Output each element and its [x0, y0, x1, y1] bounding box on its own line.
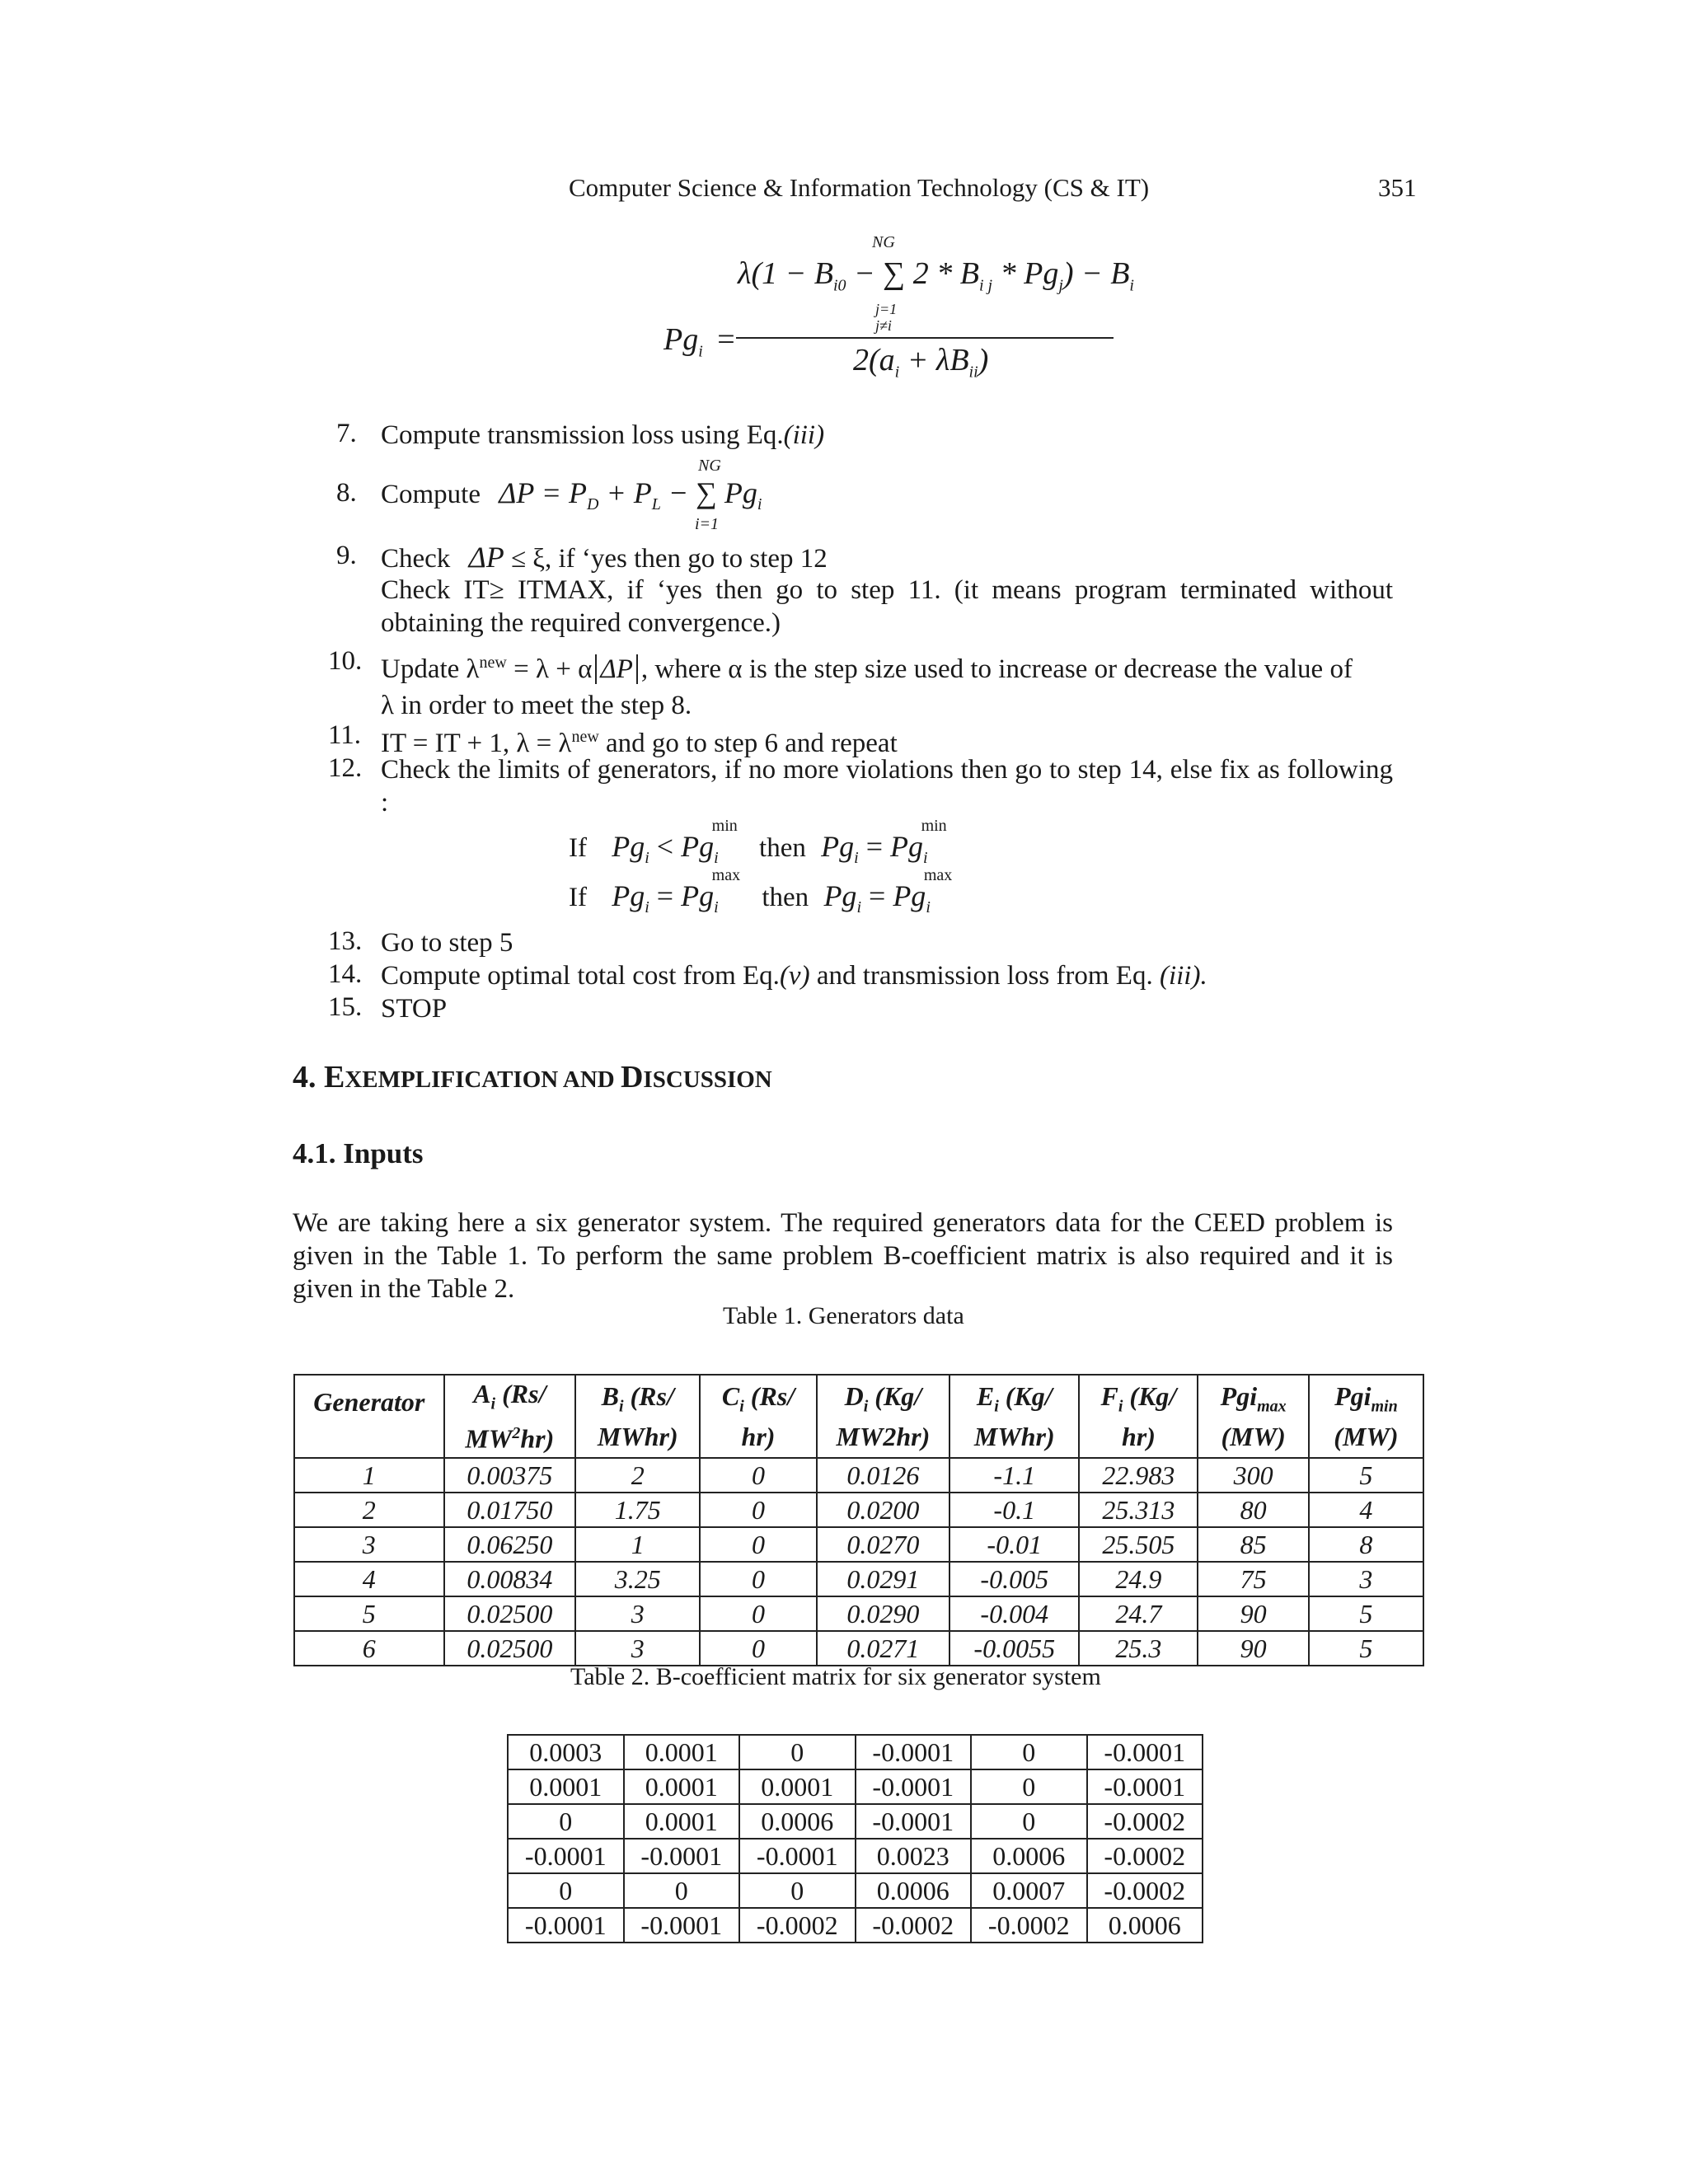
pg-f-sub: i	[714, 898, 719, 917]
step-12-number: 12.	[328, 753, 363, 783]
num-part4: ) − B	[1062, 256, 1130, 291]
pg-d-sub: i	[923, 849, 928, 868]
running-header: Computer Science & Information Technology (CS & IT)	[569, 173, 1150, 202]
limit-min-rhs	[821, 817, 947, 868]
matrix-cell: 0	[971, 1804, 1087, 1839]
lhs-equals: =	[717, 322, 735, 357]
header-unit-open: (Kg/	[868, 1381, 922, 1412]
header-unit-open: (Kg/	[1123, 1381, 1177, 1412]
table-cell: 0.00834	[444, 1562, 575, 1596]
step-14-mid: and transmission loss from Eq.	[809, 961, 1160, 991]
step-14-eq-iii: (iii).	[1159, 961, 1207, 991]
table-cell: 4	[294, 1562, 444, 1596]
step-8-body: Compute	[381, 480, 481, 509]
table-cell: 0.06250	[444, 1527, 575, 1562]
matrix-cell: -0.0001	[624, 1839, 740, 1873]
equation-numerator	[738, 255, 1134, 296]
den-part1: 2(a	[853, 343, 895, 377]
table-cell: 24.9	[1079, 1562, 1198, 1596]
header-line-1	[819, 1381, 948, 1421]
table-cell: 2	[294, 1493, 444, 1527]
step-8-sum-lower: i=1	[695, 515, 720, 533]
header-line-2	[1311, 1422, 1421, 1451]
num-part1: λ(1 − B	[738, 256, 833, 291]
pg-h: Pg	[893, 879, 926, 912]
table-cell: -0.1	[950, 1493, 1079, 1527]
matrix-cell: -0.0002	[1087, 1873, 1203, 1908]
den-part3: )	[978, 343, 989, 377]
pg-g: Pg	[823, 879, 857, 912]
section-4-1-heading: 4.1. Inputs	[293, 1137, 424, 1169]
matrix-cell: 0	[971, 1735, 1087, 1769]
table-cell: 8	[1309, 1527, 1423, 1562]
table-cell: 0.0270	[817, 1527, 950, 1562]
step-11-number: 11.	[328, 720, 362, 750]
table-2-caption: Table 2. B-coefficient matrix for six generator system	[570, 1663, 1101, 1690]
table-1-header-cell	[294, 1375, 444, 1458]
step-10-number: 10.	[328, 646, 363, 676]
table-cell: 1	[575, 1527, 700, 1562]
section-4-cap2: D	[620, 1060, 644, 1094]
step-9-line1	[381, 541, 828, 575]
header-unit: (MW)	[1221, 1421, 1286, 1451]
table-cell: 0.00375	[444, 1458, 575, 1493]
header-unit-close: hr)	[520, 1424, 555, 1455]
step-11-body: IT = IT + 1, λ = λ	[381, 729, 572, 758]
table-cell: 0	[700, 1458, 816, 1493]
fraction-bar	[736, 337, 1114, 339]
den-sub2: ii	[968, 363, 978, 382]
table-cell: 0.0291	[817, 1562, 950, 1596]
table-row	[294, 1562, 1423, 1596]
header-label: A	[473, 1379, 491, 1408]
header-line-1	[1311, 1381, 1421, 1421]
table-cell: 2	[575, 1458, 700, 1493]
table-1-header-cell	[950, 1375, 1079, 1458]
matrix-cell: -0.0001	[739, 1839, 856, 1873]
header-subscript: i	[994, 1397, 999, 1416]
matrix-cell: 0	[971, 1769, 1087, 1804]
step-10-sup: new	[479, 654, 507, 672]
table-row	[508, 1735, 1203, 1769]
table-cell: 5	[1309, 1631, 1423, 1666]
f8-sub3: i	[757, 495, 762, 514]
matrix-cell: -0.0001	[508, 1908, 624, 1943]
header-label: Generator	[313, 1386, 425, 1417]
section-4-small1: XEMPLIFICATION AND	[345, 1066, 621, 1093]
lhs-symbol: Pg	[663, 322, 699, 357]
eq-sign-1: =	[865, 830, 883, 863]
table-1-header-cell	[1198, 1375, 1308, 1458]
table-cell: 6	[294, 1631, 444, 1666]
f8-c: − ∑ Pg	[660, 476, 757, 509]
section-4-cap1: E	[324, 1060, 345, 1094]
table-cell: 0	[700, 1562, 816, 1596]
step-15-number: 15.	[328, 992, 363, 1022]
matrix-cell: 0	[508, 1873, 624, 1908]
step-7-eq-ref: (iii)	[783, 420, 825, 450]
limit-max-then: then	[762, 883, 809, 912]
pg-b-sup: min	[711, 817, 738, 835]
table-cell: 85	[1198, 1527, 1308, 1562]
pg-b: Pg	[681, 830, 715, 863]
matrix-cell: -0.0001	[1087, 1769, 1203, 1804]
table-1-header-cell	[444, 1375, 575, 1458]
table-1-caption: Table 1. Generators data	[723, 1302, 964, 1329]
b-coefficient-matrix-table	[507, 1734, 1203, 1943]
step-11-rest: and go to step 6 and repeat	[598, 729, 898, 758]
step-10-update: Update λ	[381, 654, 480, 684]
table-row	[294, 1493, 1423, 1527]
step-10-abs: ΔP	[595, 654, 638, 684]
table-row	[294, 1596, 1423, 1631]
f8-sub1: D	[587, 495, 599, 514]
table-1-header-cell	[1079, 1375, 1198, 1458]
header-line-1	[297, 1387, 442, 1417]
table-cell: 5	[1309, 1458, 1423, 1493]
matrix-cell: 0	[739, 1873, 856, 1908]
header-subscript: i	[1118, 1397, 1123, 1416]
table-row	[508, 1804, 1203, 1839]
section-4-number: 4.	[293, 1060, 316, 1094]
matrix-cell: 0.0001	[624, 1804, 740, 1839]
matrix-cell: 0.0006	[1087, 1908, 1203, 1943]
pg-f: Pg	[681, 879, 715, 912]
table-1-header-cell	[700, 1375, 816, 1458]
header-subscript: max	[1257, 1397, 1287, 1416]
header-line-1	[578, 1381, 697, 1421]
table-cell: 1.75	[575, 1493, 700, 1527]
table-1-header-cell	[1309, 1375, 1423, 1458]
header-superscript: 2	[512, 1424, 521, 1443]
table-cell: 4	[1309, 1493, 1423, 1527]
table-cell: 3	[575, 1631, 700, 1666]
step-11-sup: new	[571, 728, 599, 746]
header-unit: MWhr)	[973, 1421, 1055, 1451]
table-row	[508, 1769, 1203, 1804]
table-cell: 0.0200	[817, 1493, 950, 1527]
header-line-2	[297, 1417, 442, 1446]
table-cell: 3	[1309, 1562, 1423, 1596]
table-cell: -0.01	[950, 1527, 1079, 1562]
matrix-cell: -0.0002	[856, 1908, 972, 1943]
limit-min-lhs	[612, 817, 738, 868]
step-9-delta-p: ΔP	[468, 541, 504, 574]
matrix-cell: -0.0002	[1087, 1804, 1203, 1839]
num-sub2: i j	[978, 276, 993, 295]
limit-rule-max	[569, 866, 953, 924]
matrix-cell: -0.0001	[856, 1735, 972, 1769]
limit-min-if: If	[569, 833, 587, 863]
table-cell: 0.0271	[817, 1631, 950, 1666]
table-cell: 90	[1198, 1631, 1308, 1666]
pg-e-sub: i	[645, 898, 649, 917]
header-label: D	[844, 1381, 864, 1412]
limit-min-then: then	[759, 833, 806, 863]
page-number: 351	[1378, 173, 1417, 202]
section-4-small2: ISCUSSION	[643, 1066, 772, 1093]
table-cell: -0.005	[950, 1562, 1079, 1596]
step-7-number: 7.	[336, 419, 357, 448]
pg-h-sub: i	[926, 898, 931, 917]
table-row	[294, 1631, 1423, 1666]
matrix-cell: -0.0001	[624, 1908, 740, 1943]
step-14-text	[381, 959, 1207, 992]
matrix-cell: -0.0002	[739, 1908, 856, 1943]
table-cell: 0.02500	[444, 1631, 575, 1666]
table-2-body	[508, 1735, 1203, 1943]
table-cell: 0	[700, 1527, 816, 1562]
header-line-1	[1081, 1381, 1195, 1421]
table-1-header-cell	[575, 1375, 700, 1458]
pg-a-sub: i	[645, 849, 649, 868]
step-9-check: Check	[381, 544, 451, 574]
limit-max-rhs	[823, 866, 953, 917]
num-sub3: j	[1058, 276, 1063, 295]
header-unit: MW2hr)	[836, 1421, 931, 1451]
step-12-text: Check the limits of generators, if no more violations then go to step 14, else fix as following :	[381, 755, 1393, 818]
table-cell: 80	[1198, 1493, 1308, 1527]
header-line-1	[447, 1379, 573, 1418]
table-1-body	[294, 1458, 1423, 1666]
eq-sign-3: =	[869, 879, 886, 912]
pg-c: Pg	[821, 830, 855, 863]
header-unit-open: (Rs/	[623, 1381, 674, 1412]
table-cell: 5	[1309, 1596, 1423, 1631]
table-row	[508, 1873, 1203, 1908]
pg-g-sub: i	[856, 898, 861, 917]
table-cell: 0	[700, 1596, 816, 1631]
matrix-cell: -0.0001	[856, 1769, 972, 1804]
limit-rule-min	[569, 817, 947, 874]
step-13-text: Go to step 5	[381, 928, 513, 958]
header-line-2	[1200, 1422, 1306, 1451]
pg-b-sub: i	[714, 849, 719, 868]
table-cell: 0	[700, 1631, 816, 1666]
header-unit: MWhr)	[597, 1421, 678, 1451]
header-unit-open: (Kg/	[998, 1381, 1053, 1412]
step-14-number: 14.	[328, 959, 363, 989]
header-line-2	[819, 1422, 948, 1451]
table-cell: 5	[294, 1596, 444, 1631]
intro-paragraph: We are taking here a six generator system. The required generators data for the CEED problem is given in the Table 1. To perform the same problem B-coefficient matrix is also required and it is given in the Table 2.	[293, 1208, 1393, 1304]
header-unit: (MW)	[1334, 1421, 1399, 1451]
pg-e: Pg	[612, 879, 645, 912]
matrix-cell: -0.0001	[1087, 1735, 1203, 1769]
table-cell: 3	[575, 1596, 700, 1631]
den-sub1: i	[894, 363, 900, 382]
sum-lower-limit-1: j=1	[875, 301, 898, 317]
table-cell: 75	[1198, 1562, 1308, 1596]
table-cell: 25.3	[1079, 1631, 1198, 1666]
table-1-header-cell	[817, 1375, 950, 1458]
table-cell: 0	[700, 1493, 816, 1527]
matrix-cell: 0	[508, 1804, 624, 1839]
table-cell: -0.0055	[950, 1631, 1079, 1666]
step-8-sum-upper: NG	[698, 457, 721, 475]
header-unit: hr)	[741, 1421, 776, 1451]
table-cell: 1	[294, 1458, 444, 1493]
num-part3: * Pg	[992, 256, 1059, 291]
header-unit-open: (Rs/	[743, 1381, 795, 1412]
lhs-sub: i	[698, 342, 703, 361]
header-label: E	[976, 1381, 995, 1412]
table-cell: -0.004	[950, 1596, 1079, 1631]
table-cell: 3.25	[575, 1562, 700, 1596]
matrix-cell: 0.0003	[508, 1735, 624, 1769]
pg-d-sup: min	[921, 817, 947, 835]
table-cell: 24.7	[1079, 1596, 1198, 1631]
generators-data-table	[293, 1374, 1424, 1666]
num-sub1: i0	[832, 276, 846, 295]
matrix-cell: 0.0001	[508, 1769, 624, 1804]
matrix-cell: -0.0001	[856, 1804, 972, 1839]
table-row	[294, 1527, 1423, 1562]
header-subscript: i	[863, 1397, 869, 1416]
header-subscript: i	[490, 1394, 496, 1413]
pg-h-sup: max	[923, 866, 953, 884]
header-line-2	[447, 1418, 573, 1454]
table-cell: 0.01750	[444, 1493, 575, 1527]
matrix-cell: 0.0023	[856, 1839, 972, 1873]
header-unit: hr)	[1121, 1421, 1156, 1451]
table-row	[508, 1839, 1203, 1873]
table-cell: 3	[294, 1527, 444, 1562]
den-part2: + λB	[899, 343, 969, 377]
equation-lhs	[663, 321, 735, 362]
step-15-text: STOP	[381, 994, 448, 1024]
matrix-cell: 0.0006	[971, 1839, 1087, 1873]
pg-c-sub: i	[854, 849, 859, 868]
sum-lower-limit-2: j≠i	[875, 317, 892, 334]
section-4-heading	[293, 1059, 772, 1095]
matrix-cell: 0.0007	[971, 1873, 1087, 1908]
equation-denominator	[853, 342, 988, 382]
header-line-1	[952, 1381, 1076, 1421]
eq-sign-2: =	[656, 879, 674, 912]
table-cell: 300	[1198, 1458, 1308, 1493]
header-label: C	[721, 1381, 740, 1412]
matrix-cell: 0	[624, 1873, 740, 1908]
header-subscript: min	[1371, 1397, 1398, 1416]
f8-a: ΔP = P	[499, 476, 588, 509]
step-13-number: 13.	[328, 926, 363, 956]
header-label: B	[601, 1381, 619, 1412]
f8-b: + P	[598, 476, 652, 509]
header-line-1	[702, 1381, 814, 1421]
header-unit-open: (Rs/	[495, 1379, 546, 1408]
header-label: Pgi	[1220, 1381, 1258, 1412]
header-line-2	[702, 1422, 814, 1451]
pg-f-sup: max	[711, 866, 741, 884]
limit-max-if: If	[569, 883, 587, 912]
pg-a: Pg	[612, 830, 645, 863]
header-line-2	[952, 1422, 1076, 1451]
header-label: F	[1100, 1381, 1118, 1412]
step-7-body: Compute transmission loss using Eq.	[381, 420, 784, 450]
table-cell: -1.1	[950, 1458, 1079, 1493]
matrix-cell: 0.0006	[739, 1804, 856, 1839]
step-9-number: 9.	[336, 541, 357, 570]
sum-upper-limit: NG	[872, 233, 895, 251]
equation-pg-i	[0, 227, 1688, 391]
pg-d: Pg	[890, 830, 923, 863]
header-line-1	[1200, 1381, 1306, 1421]
step-8-formula	[499, 476, 762, 514]
step-10-mid: = λ + α	[506, 654, 593, 684]
header-subscript: i	[618, 1397, 624, 1416]
step-10-rest: , where α is the step size used to increase or decrease the value of	[640, 654, 1353, 684]
step-10-line1	[381, 646, 1353, 686]
matrix-cell: -0.0002	[1087, 1839, 1203, 1873]
table-cell: 0.0290	[817, 1596, 950, 1631]
num-part2: − ∑ 2 * B	[846, 256, 979, 291]
matrix-cell: 0	[739, 1735, 856, 1769]
table-cell: 0.02500	[444, 1596, 575, 1631]
matrix-cell: 0.0006	[856, 1873, 972, 1908]
matrix-cell: -0.0001	[508, 1839, 624, 1873]
limit-max-lhs	[612, 866, 741, 917]
step-7-text	[381, 419, 824, 452]
table-cell: 90	[1198, 1596, 1308, 1631]
step-14-body: Compute optimal total cost from Eq.	[381, 961, 780, 991]
header-line-2	[578, 1422, 697, 1451]
table-cell: 25.313	[1079, 1493, 1198, 1527]
header-subscript: i	[739, 1397, 744, 1416]
matrix-cell: 0.0001	[624, 1769, 740, 1804]
header-line-2	[1081, 1422, 1195, 1451]
table-cell: 25.505	[1079, 1527, 1198, 1562]
header-label: Pgi	[1334, 1381, 1372, 1412]
table-1-header-row	[294, 1375, 1423, 1458]
table-row	[294, 1458, 1423, 1493]
lt-sign: <	[656, 830, 674, 863]
step-10-line2: λ in order to meet the step 8.	[381, 691, 692, 720]
table-row	[508, 1908, 1203, 1943]
matrix-cell: 0.0001	[624, 1735, 740, 1769]
step-9-rest: ≤ ξ, if ‘yes then go to step 12	[504, 544, 828, 574]
step-14-eq-v: (v)	[779, 961, 810, 991]
table-cell: 22.983	[1079, 1458, 1198, 1493]
table-cell: 0.0126	[817, 1458, 950, 1493]
step-9-line2: Check IT≥ ITMAX, if ‘yes then go to step 11. (it means program terminated without obtaining the required convergence.)	[381, 575, 1393, 638]
num-sub4: i	[1129, 276, 1134, 295]
step-8-number: 8.	[336, 478, 357, 508]
f8-sub2: L	[651, 495, 661, 514]
matrix-cell: 0.0001	[739, 1769, 856, 1804]
header-unit: MW	[465, 1424, 513, 1455]
matrix-cell: -0.0002	[971, 1908, 1087, 1943]
